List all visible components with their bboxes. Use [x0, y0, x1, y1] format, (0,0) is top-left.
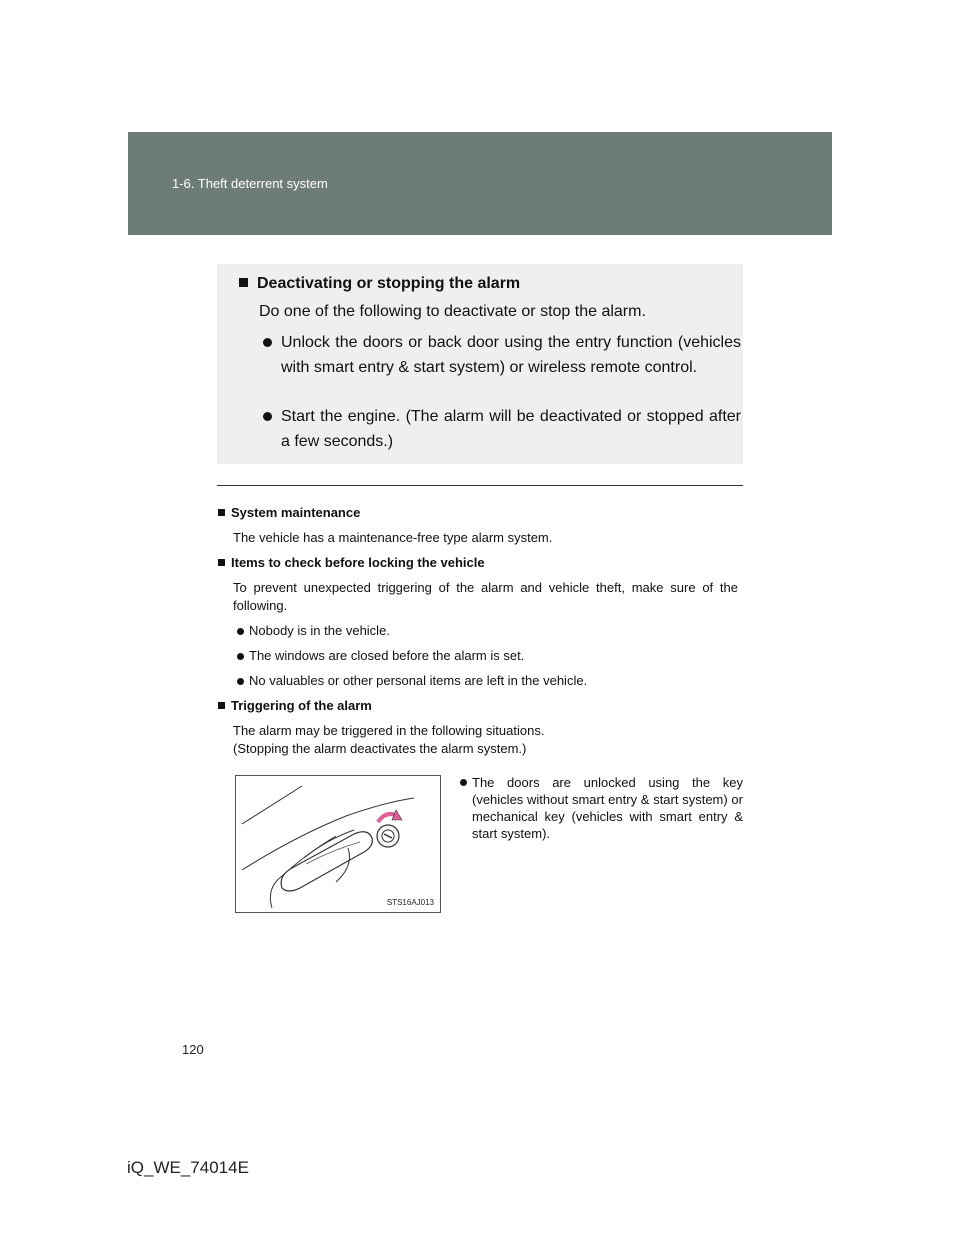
divider — [217, 485, 743, 486]
note-text-maintenance: The vehicle has a maintenance-free type alarm system. — [233, 530, 553, 545]
square-bullet-icon — [218, 702, 225, 709]
section-title: 1-6. Theft deterrent system — [172, 176, 328, 191]
note-bullet-key-unlock: The doors are unlocked using the key (vehicles without smart entry & start system) or mechanical key (vehicles with smart entry & start system). — [460, 774, 743, 842]
bullet-dot-icon — [460, 779, 467, 786]
section-header — [128, 132, 832, 235]
box-bullet-start-engine: Start the engine. (The alarm will be deactivated or stopped after a few seconds.) — [259, 404, 741, 454]
note-text-triggering-2: (Stopping the alarm deactivates the alarm system.) — [233, 741, 527, 756]
box-intro: Do one of the following to deactivate or stop the alarm. — [259, 303, 646, 320]
deactivation-box — [217, 264, 743, 464]
note-text-check: To prevent unexpected triggering of the alarm and vehicle theft, make sure of the following. — [233, 580, 738, 613]
note-bullet-nobody: Nobody is in the vehicle. — [237, 623, 390, 638]
bullet-dot-icon — [237, 653, 244, 660]
document-code: iQ_WE_74014E — [127, 1158, 249, 1177]
door-handle-key-icon — [236, 776, 440, 912]
square-bullet-icon — [239, 278, 248, 287]
square-bullet-icon — [218, 509, 225, 516]
note-bullet-valuables: No valuables or other personal items are left in the vehicle. — [237, 673, 587, 688]
note-title-maintenance: System maintenance — [218, 505, 360, 520]
bullet-dot-icon — [263, 338, 272, 347]
note-title-check: Items to check before locking the vehicle — [218, 555, 485, 570]
box-bullet-unlock: Unlock the doors or back door using the entry function (vehicles with smart entry & start system) or wireless remote control. — [259, 330, 741, 380]
figure-code: STS16AJ013 — [386, 898, 434, 907]
square-bullet-icon — [218, 559, 225, 566]
note-text-triggering-1: The alarm may be triggered in the following situations. — [233, 723, 545, 738]
note-bullet-windows: The windows are closed before the alarm is set. — [237, 648, 524, 663]
bullet-dot-icon — [237, 678, 244, 685]
bullet-dot-icon — [263, 412, 272, 421]
door-key-illustration — [235, 775, 441, 913]
note-title-triggering: Triggering of the alarm — [218, 698, 372, 713]
box-title: Deactivating or stopping the alarm — [239, 275, 520, 293]
page-number: 120 — [182, 1042, 204, 1057]
bullet-dot-icon — [237, 628, 244, 635]
